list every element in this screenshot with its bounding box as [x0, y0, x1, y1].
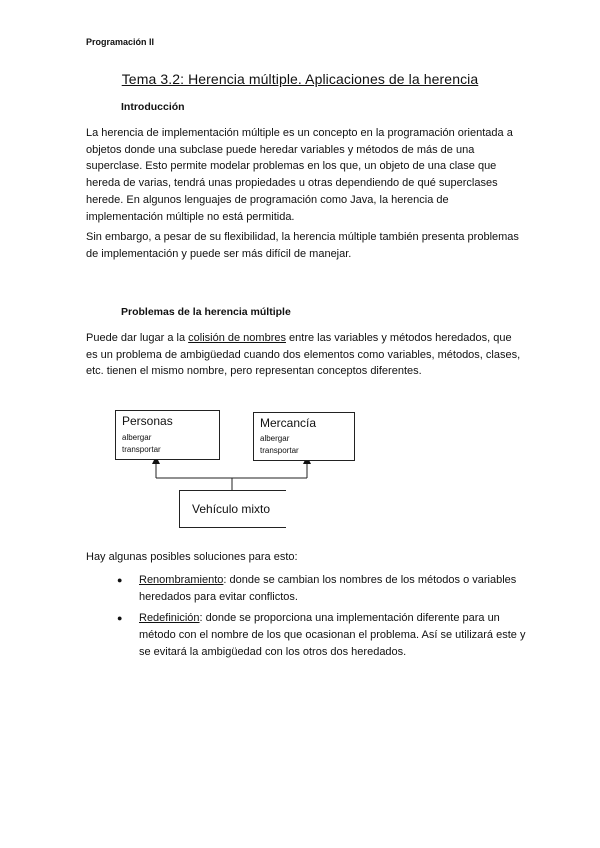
class-attr: albergar: [260, 434, 290, 443]
subclass-name: Vehículo mixto: [192, 502, 271, 516]
solution-term: Redefinición: [139, 612, 200, 624]
intro-paragraph-1: La herencia de implementación múltiple es un concepto en la programación orientada a objetos donde una subclase puede heredar variables y métodos de más de una superclase. Esto permite modelar problemas en los que, un objeto de una clase que hereda de varias, tendrá unas propiedades u otras dependiendo de qué superclases herede. En algunos lenguajes de programación como Java, la herencia de implementación múltiple no está permitida.: [86, 127, 513, 223]
list-item: [86, 572, 526, 606]
problems-text-before: Puede dar lugar a la: [86, 332, 189, 344]
list-item: [86, 610, 526, 661]
intro-heading: Introducción: [121, 101, 185, 113]
page-header-course: Programación II: [86, 37, 155, 47]
problems-text-after: entre las variables y métodos heredados, que es un problema de ambigüedad cuando dos elementos como variables, métodos, clases, etc. tienen el mismo nombre, pero representan conceptos diferentes.: [86, 332, 521, 378]
problems-heading: Problemas de la herencia múltiple: [121, 306, 291, 318]
solution-description: : donde se proporciona una implementación diferente para un método con el nombre de los que ocasionan el problema. Así se utilizará este y se evitará la ambigüedad con los otros dos heredados.: [139, 612, 526, 658]
solutions-intro: Hay algunas posibles soluciones para esto:: [86, 551, 298, 563]
class-attr: albergar: [122, 433, 152, 442]
intro-paragraph-2: Sin embargo, a pesar de su flexibilidad, la herencia múltiple también presenta problemas de implementación y puede ser más difícil de manejar.: [86, 231, 519, 260]
class-attr: transportar: [122, 445, 161, 454]
class-box-personas: [115, 410, 220, 460]
solution-term: Renombramiento: [139, 574, 224, 586]
solutions-list: [86, 572, 526, 665]
collision-term: colisión de nombres: [188, 332, 286, 344]
class-box-mercancia: [253, 412, 355, 461]
subclass-box-vehiculo-mixto: [179, 490, 286, 528]
bullet-icon: ●: [117, 613, 123, 623]
page-title: Tema 3.2: Herencia múltiple. Aplicaciones de la herencia: [121, 71, 479, 87]
class-attr: transportar: [260, 446, 299, 455]
class-name-personas: Personas: [122, 414, 173, 428]
class-name-mercancia: Mercancía: [260, 416, 317, 430]
solution-description: : donde se cambian los nombres de los métodos o variables heredados para evitar conflictos.: [139, 574, 517, 603]
bullet-icon: ●: [117, 575, 123, 585]
